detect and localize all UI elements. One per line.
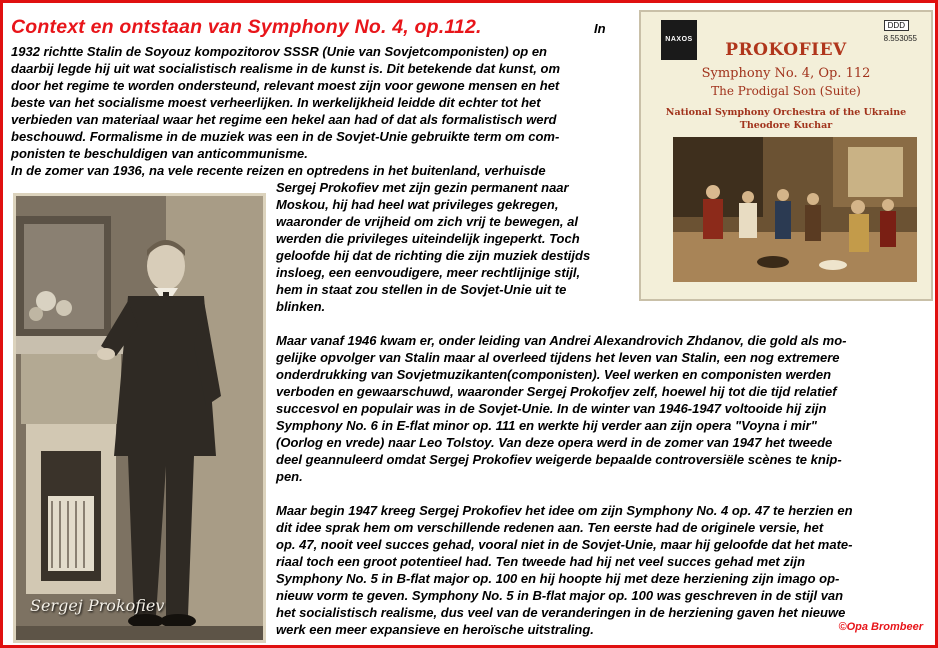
paragraph-1 xyxy=(11,43,560,162)
naxos-logo: NAXOS xyxy=(661,20,697,60)
album-composer: PROKOFIEV xyxy=(725,40,847,60)
photo-caption: Sergej Prokofiev xyxy=(30,596,165,615)
text-line: Moskou, hij had heel wat privileges gekregen, xyxy=(276,197,559,212)
paragraph-3 xyxy=(276,332,846,485)
text-line: daarbij legde hij uit wat socialistisch realisme in de kunst is. Dit betekende dat kunst, om xyxy=(11,61,561,76)
album-work-2: The Prodigal Son (Suite) xyxy=(711,84,861,98)
text-line: In de zomer van 1936, na vele recente reizen en optredens in het buitenland, verhuisde xyxy=(11,163,546,178)
copyright-credit: ©Opa Brombeer xyxy=(838,621,923,633)
album-work-1: Symphony No. 4, Op. 112 xyxy=(701,66,871,81)
text-line: beschouwd. Formalisme in de muziek was een in de Sovjet-Unie gebruikte term om com- xyxy=(11,129,560,144)
text-line: door het regime te worden ondersteund, relevant moest zijn voor gewone mensen en het xyxy=(11,78,560,93)
text-line: Maar vanaf 1946 kwam er, onder leiding van Andrei Alexandrovich Zhdanov, die gold als mo- xyxy=(276,333,847,348)
text-line: Symphony No. 5 in B-flat major op. 100 en hij hoopte hij met deze herziening zijn imago op- xyxy=(276,571,840,586)
prokofiev-photo xyxy=(13,193,266,643)
text-line: het socialistisch realisme, dus veel van de veranderingen in de herziening gaven het nieuwe xyxy=(276,605,846,620)
text-line: insloeg, een eenvoudigere, meer rechtlijnige stijl, xyxy=(276,265,581,280)
cover-painting xyxy=(673,137,917,282)
text-line: riaal toch een groot potentieel had. Ten tweede had hij net veel succes gehad met zijn xyxy=(276,554,806,569)
text-line: gelijke opvolger van Stalin maar al overleed tijdens het leven van Stalin, een nog extremere xyxy=(276,350,840,365)
album-conductor: Theodore Kuchar xyxy=(739,120,833,131)
text-line: onderdrukking van Sovjetmuzikanten(componisten). Veel werken en componisten werden xyxy=(276,367,832,382)
paragraph-2 xyxy=(276,179,590,315)
paragraph-4 xyxy=(276,502,853,638)
text-line: werden die privileges uiteindelijk ingeperkt. Toch xyxy=(276,231,580,246)
text-line: werk een meer expansieve en heroïsche uitstraling. xyxy=(276,622,594,637)
text-line: (Oorlog en vrede) naar Leo Tolstoy. Van deze opera werd in de zomer van 1947 het tweede xyxy=(276,435,833,450)
text-line: Symphony No. 6 in E-flat minor op. 111 en werkte hij verder aan zijn opera "Voyna i mir" xyxy=(276,418,817,433)
page-title: Context en ontstaan van Symphony No. 4, op.112. xyxy=(11,16,482,38)
text-line: op. 47, nooit veel succes gehad, vooral niet in de Sovjet-Unie, maar hij geloofde dat het mate- xyxy=(276,537,853,552)
text-line: 1932 richtte Stalin de Soyouz kompozitorov SSSR (Unie van Sovjetcomponisten) op en xyxy=(11,44,547,59)
intro-lead-word: In xyxy=(594,21,606,36)
text-line: beste van het socialisme moest verheerlijken. In werkelijkheid leidde dit echter tot het xyxy=(11,95,541,110)
paragraph-2-first-line xyxy=(11,162,546,179)
text-line: verbieden van materiaal waar het regime een hekel aan had of dat als formalistisch werd xyxy=(11,112,557,127)
text-line: Maar begin 1947 kreeg Sergej Prokofiev het idee om zijn Symphony No. 4 op. 47 te herzien en xyxy=(276,503,853,518)
text-line: blinken. xyxy=(276,299,326,314)
text-line: waaronder de vrijheid om zich vrij te bewegen, al xyxy=(276,214,578,229)
text-line: deel geannuleerd omdat Sergej Prokofiev weigerde bepaalde controversiële scènes te knip- xyxy=(276,452,842,467)
text-line: nieuw vorm te geven. Symphony No. 5 in B-flat major op. 100 was geschreven in de stijl van xyxy=(276,588,844,603)
text-line: dit idee sprak hem om verschillende redenen aan. Ten eerste had de originele versie, het xyxy=(276,520,824,535)
photo-illustration xyxy=(16,196,263,640)
painting-illustration xyxy=(673,137,917,282)
text-line: ponisten te beschuldigen van anticommunisme. xyxy=(11,146,308,161)
text-line: hem in staat zou stellen in de Sovjet-Unie uit te xyxy=(276,282,567,297)
text-line: pen. xyxy=(276,469,303,484)
text-line: geloofde hij dat de richting die zijn muziek destijds xyxy=(276,248,591,263)
text-line: verboden en gewaarschuwd, waaronder Sergej Prokofjev zelf, hoewel hij tot die tijd relatief xyxy=(276,384,837,399)
album-orchestra: National Symphony Orchestra of the Ukraine xyxy=(665,107,907,118)
text-line: Sergej Prokofiev met zijn gezin permanent naar xyxy=(276,180,569,195)
text-line: succesvol en populair was in de Sovjet-Unie. In de winter van 1946-1947 voltooide hij zijn xyxy=(276,401,827,416)
catalog-number: 8.553055 xyxy=(883,34,917,43)
ddd-badge: DDD xyxy=(884,20,909,31)
album-cover xyxy=(639,10,933,301)
